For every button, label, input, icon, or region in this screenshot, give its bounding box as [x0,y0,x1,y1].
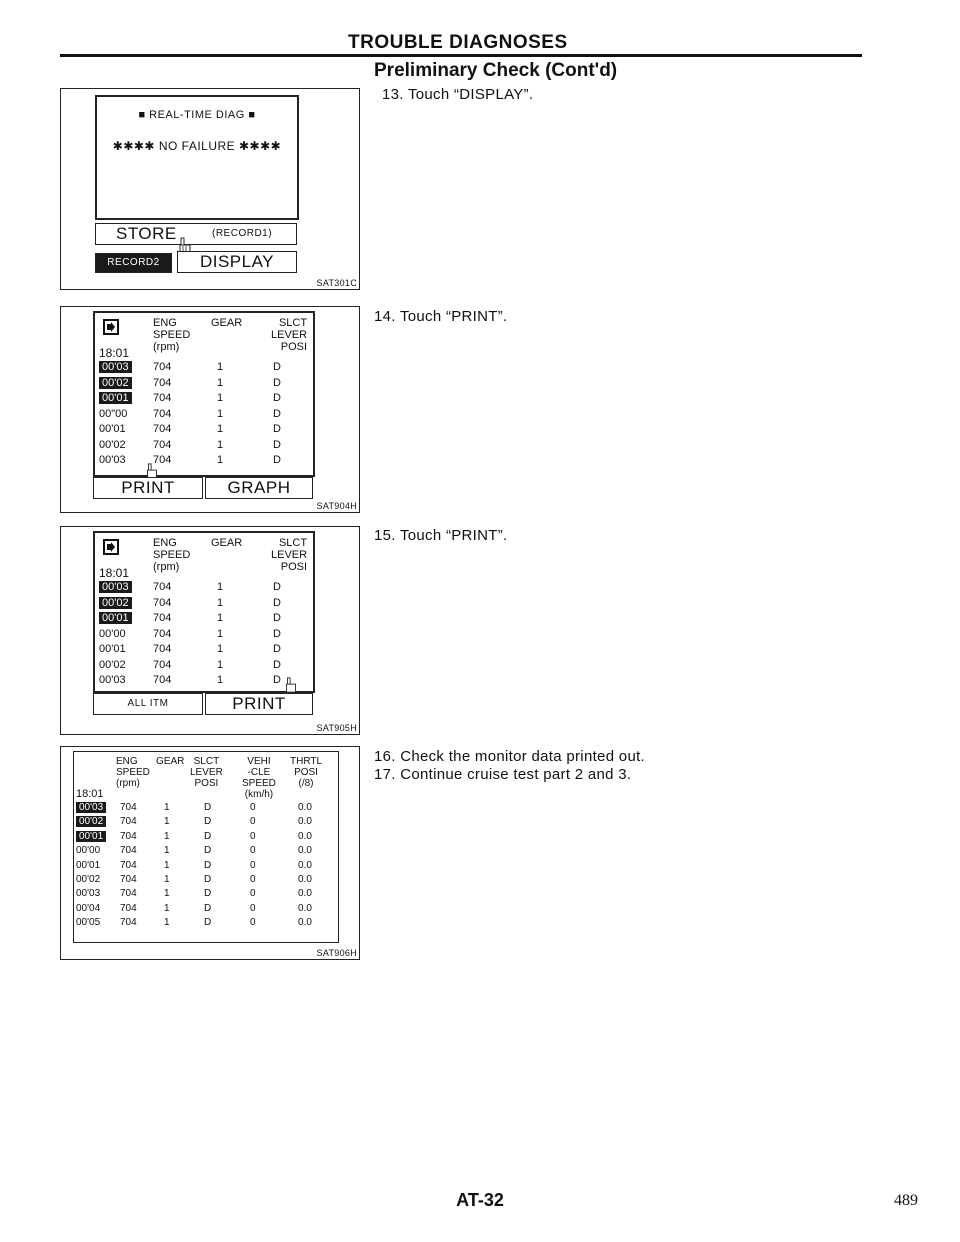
row-slct-lever: D [204,888,212,900]
row-eng-speed: 704 [120,830,137,842]
row-throttle-posi: 0.0 [298,859,312,871]
table-row [74,831,338,844]
row-gear: 1 [217,596,224,609]
row-slct-lever: D [204,917,212,929]
row-eng-speed: 704 [120,802,137,813]
row-vehicle-speed: 0 [250,845,256,857]
table-row [95,408,313,423]
row-time: 00'03 [76,802,106,813]
row-throttle-posi: 0.0 [298,845,312,857]
row-vehicle-speed: 0 [250,888,256,900]
diag-screen [95,95,299,220]
row-slct-lever: D [273,423,281,435]
row-eng-speed: 704 [153,612,172,624]
table-row[interactable] [95,361,313,376]
row-gear: 1 [164,830,170,842]
row-gear: 1 [164,902,170,914]
row-time: 00'03 [99,454,126,466]
row-vehicle-speed: 0 [250,917,256,929]
col-throttle-posi: THRTL POSI (/8) [290,756,323,789]
table-row [74,874,338,887]
step-13: 13. Touch “DISPLAY”. [382,86,534,103]
table-row[interactable] [95,612,313,627]
row-eng-speed: 704 [120,859,137,871]
row-vehicle-speed: 0 [250,802,256,813]
realtime-diag-title: ■ REAL-TIME DIAG ■ [138,109,256,121]
figure-realtime-diag [60,88,360,290]
store-button[interactable] [95,223,297,245]
graph-button[interactable]: GRAPH [205,477,313,499]
row-throttle-posi: 0.0 [298,888,312,900]
touch-finger-icon [283,677,299,693]
table-row [95,643,313,658]
row-time: 00'02 [99,597,132,609]
table-row [74,917,338,930]
table-row [74,802,338,815]
time-stamp: 18:01 [99,346,130,360]
row-time: 00'02 [99,377,132,389]
row-slct-lever: D [273,454,281,466]
print-button[interactable]: PRINT [205,693,313,715]
time-stamp: 18:01 [76,788,104,800]
row-eng-speed: 704 [153,423,172,435]
row-eng-speed: 704 [153,407,172,420]
col-eng-speed: ENG SPEED (rpm) [153,537,191,573]
row-slct-lever: D [204,816,212,828]
table-row [95,659,313,674]
col-gear: GEAR [211,537,243,549]
row-vehicle-speed: 0 [250,816,256,828]
row-gear: 1 [217,627,224,640]
row-slct-lever: D [273,658,281,671]
row-time: 00'02 [76,816,106,827]
row-time: 00'01 [76,831,106,842]
back-icon[interactable] [103,539,119,555]
table-row [95,423,313,438]
row-gear: 1 [217,612,224,624]
row-vehicle-speed: 0 [250,859,256,871]
table-row [95,628,313,643]
store-label: STORE [116,224,177,243]
row-slct-lever: D [273,361,281,373]
page-header [60,30,862,60]
row-eng-speed: 704 [120,816,137,828]
row-time: 00'00 [76,845,101,857]
header-title: TROUBLE DIAGNOSES [348,32,568,53]
row-gear: 1 [164,816,170,828]
row-eng-speed: 704 [153,674,172,686]
col-vehicle-speed: VEHI -CLE SPEED (km/h) [242,756,276,800]
table-row [74,888,338,901]
row-time: 00'03 [76,888,101,900]
figure-code: SAT904H [316,501,357,511]
row-vehicle-speed: 0 [250,830,256,842]
row-time: 00'01 [99,423,126,435]
figure-printed-data [60,746,360,960]
figure-code: SAT301C [316,278,357,288]
table-row [74,816,338,829]
row-time: 00'02 [99,438,126,451]
row-gear: 1 [217,423,224,435]
col-eng-speed: ENG SPEED (rpm) [116,756,150,789]
time-stamp: 18:01 [99,566,130,580]
row-eng-speed: 704 [120,845,137,857]
row-time: 00'01 [76,859,101,871]
section-title: Preliminary Check (Cont'd) [374,60,618,81]
row-eng-speed: 704 [153,376,172,389]
table-row[interactable] [95,377,313,392]
row-slct-lever: D [204,830,212,842]
print-button[interactable]: PRINT [93,477,203,499]
row-time: 00"00 [99,407,128,420]
table-row [95,674,313,689]
monitor-screen [93,531,315,693]
row-gear: 1 [217,361,224,373]
table-row [74,845,338,858]
row-slct-lever: D [273,581,281,593]
row-gear: 1 [217,376,224,389]
row-time: 00'02 [99,658,126,671]
figure-monitor-print [60,526,360,735]
row-slct-lever: D [273,674,281,686]
row-throttle-posi: 0.0 [298,917,312,929]
display-button[interactable]: DISPLAY [177,251,297,273]
row-eng-speed: 704 [153,361,172,373]
step-17: 17. Continue cruise test part 2 and 3. [374,766,632,783]
page-number: 489 [894,1192,918,1209]
row-slct-lever: D [273,376,281,389]
figure-code: SAT905H [316,723,357,733]
col-gear: GEAR [211,317,243,329]
back-icon[interactable] [103,319,119,335]
table-row[interactable] [95,597,313,612]
row-eng-speed: 704 [120,917,137,929]
row-gear: 1 [164,888,170,900]
col-gear: GEAR [156,756,185,767]
row-time: 00'03 [99,361,132,373]
no-failure-message: ✱✱✱✱ NO FAILURE ✱✱✱✱ [112,139,282,153]
row-gear: 1 [217,438,224,451]
row-gear: 1 [217,581,224,593]
row-throttle-posi: 0.0 [298,902,312,914]
row-gear: 1 [217,392,224,404]
row-gear: 1 [164,917,170,929]
row-time: 00'05 [76,917,101,929]
col-eng-speed: ENG SPEED (rpm) [153,317,191,353]
row-time: 00'01 [99,392,132,404]
row-slct-lever: D [204,902,212,914]
row-slct-lever: D [204,802,212,813]
row-eng-speed: 704 [153,627,172,640]
figure-code: SAT906H [316,948,357,958]
row-slct-lever: D [273,596,281,609]
row-time: 00'03 [99,674,126,686]
row-time: 00'02 [76,874,101,885]
all-items-button[interactable]: ALL ITM [93,693,203,715]
row-eng-speed: 704 [153,596,172,609]
row-eng-speed: 704 [153,438,172,451]
row-eng-speed: 704 [153,392,172,404]
row-slct-lever: D [204,874,212,885]
row-slct-lever: D [273,407,281,420]
step-16: 16. Check the monitor data printed out. [374,748,646,765]
row-gear: 1 [217,643,224,655]
row-time: 00'01 [99,612,132,624]
row-eng-speed: 704 [120,874,137,885]
row-eng-speed: 704 [153,643,172,655]
record2-button[interactable]: RECORD2 [95,253,172,273]
row-time: 00'00 [99,627,126,640]
printout-sheet [73,751,339,943]
row-throttle-posi: 0.0 [298,830,312,842]
row-gear: 1 [164,845,170,857]
row-throttle-posi: 0.0 [298,816,312,828]
record1-label: (RECORD1) [212,228,273,239]
row-gear: 1 [164,859,170,871]
row-eng-speed: 704 [153,581,172,593]
row-slct-lever: D [273,392,281,404]
row-slct-lever: D [273,612,281,624]
figure-monitor-print-graph [60,306,360,513]
row-eng-speed: 704 [153,454,172,466]
row-gear: 1 [217,658,224,671]
col-slct-lever: SLCT LEVER POSI [271,537,308,573]
col-slct-lever: SLCT LEVER POSI [190,756,223,789]
page-label: AT-32 [456,1190,504,1210]
row-vehicle-speed: 0 [250,874,256,885]
row-eng-speed: 704 [120,888,137,900]
row-gear: 1 [217,454,224,466]
monitor-screen [93,311,315,477]
row-gear: 1 [217,674,224,686]
row-eng-speed: 704 [153,658,172,671]
table-row [74,903,338,916]
row-slct-lever: D [204,845,212,857]
row-throttle-posi: 0.0 [298,802,312,813]
table-row[interactable] [95,581,313,596]
table-row[interactable] [95,392,313,407]
row-gear: 1 [164,874,170,885]
row-slct-lever: D [273,438,281,451]
table-row [95,454,313,469]
header-rule [60,54,862,57]
row-slct-lever: D [204,859,212,871]
step-15: 15. Touch “PRINT”. [374,527,508,544]
row-slct-lever: D [273,627,281,640]
row-time: 00'03 [99,581,132,593]
row-gear: 1 [217,407,224,420]
col-slct-lever: SLCT LEVER POSI [271,317,308,353]
row-slct-lever: D [273,643,281,655]
table-row [74,860,338,873]
step-14: 14. Touch “PRINT”. [374,308,508,325]
row-vehicle-speed: 0 [250,902,256,914]
row-gear: 1 [164,802,170,813]
row-throttle-posi: 0.0 [298,874,312,885]
row-time: 00'04 [76,902,101,914]
table-row [95,439,313,454]
row-time: 00'01 [99,643,126,655]
row-eng-speed: 704 [120,902,137,914]
